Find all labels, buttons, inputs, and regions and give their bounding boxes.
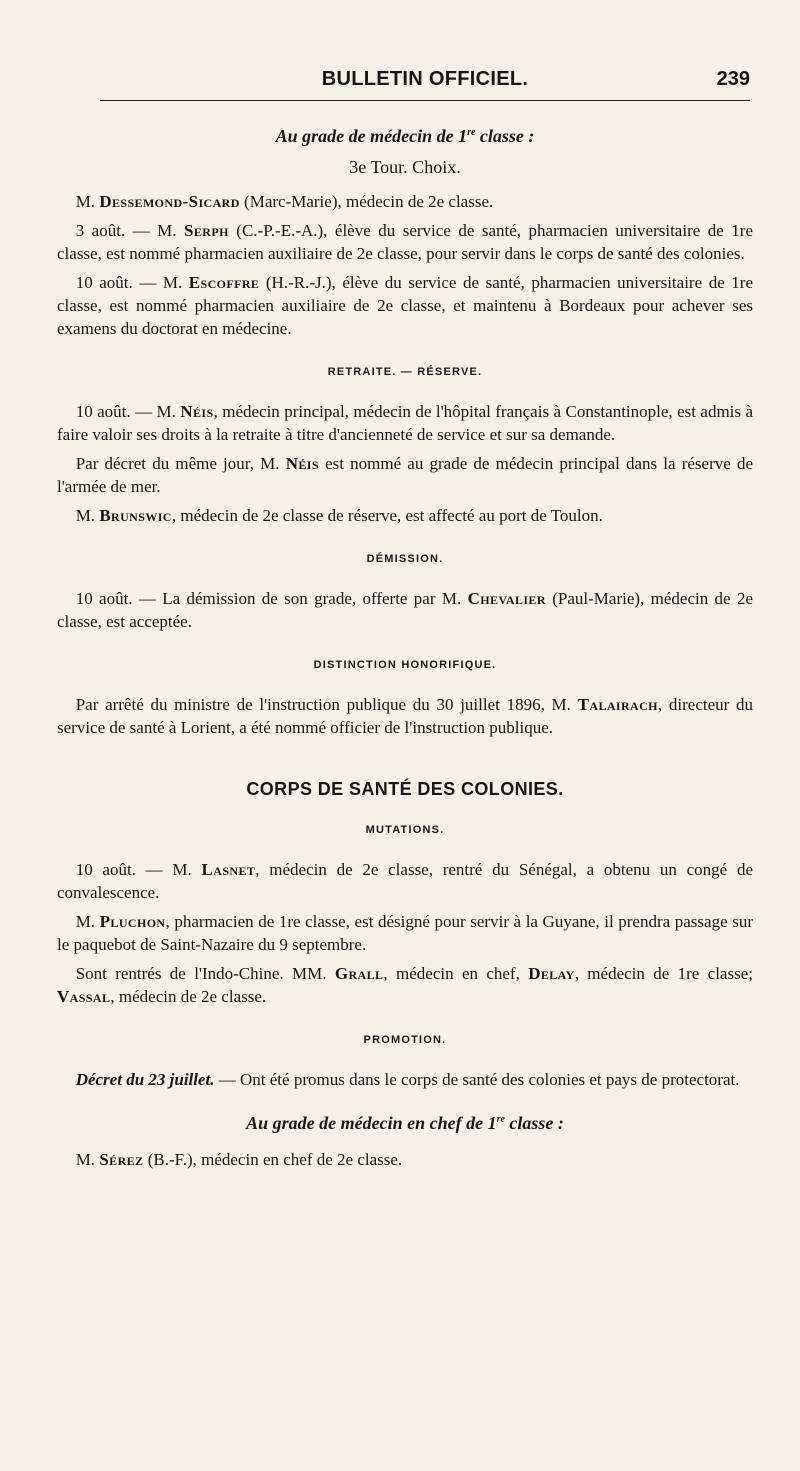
paragraph-lead: 10 août. — M. (75, 402, 181, 421)
paragraph-lead: 10 août. — M. (75, 860, 202, 879)
person-name: Chevalier (467, 589, 546, 608)
paragraph-lead: M. (75, 1150, 100, 1169)
paragraph (57, 504, 753, 527)
page-header (100, 64, 750, 101)
paragraph-text: — Ont été promus dans le corps de santé des colonies et pays de protectorat. (214, 1070, 740, 1089)
person-name: Talairach (577, 695, 658, 714)
paragraph-text: (C.-P.-E.-A.), élève du service de santé, pharmacien universitaire de 1re classe, est nommé pharmacien auxiliaire de 2e classe, pour servir dans le corps de santé des colonies. (57, 221, 753, 263)
section-heading-corps: CORPS DE SANTÉ DES COLONIES. (246, 779, 564, 799)
paragraph (57, 910, 753, 956)
paragraph-text: , médecin de 2e classe de réserve, est affecté au port de Toulon. (171, 506, 603, 525)
person-name: Grall (334, 964, 384, 983)
paragraph-lead: Par décret du même jour, M. (75, 454, 286, 473)
person-name: Vassal (57, 987, 111, 1006)
person-name: Pluchon (99, 912, 166, 931)
paragraph-text: est nommé au grade de médecin principal dans la réserve de l'armée de mer. (57, 454, 753, 496)
tour-line: 3e Tour. Choix. (349, 157, 461, 177)
paragraph-lead: Par arrêté du ministre de l'instruction publique du 30 juillet 1896, M. (75, 695, 578, 714)
paragraph (57, 1148, 753, 1171)
section-heading-retraite: RETRAITE. — RÉSERVE. (327, 366, 483, 378)
page-number: 239 (716, 68, 750, 90)
paragraph (57, 400, 753, 446)
grade-heading-suffix: classe : (475, 126, 535, 146)
person-name: Escoffre (188, 273, 260, 292)
grade-heading-chef (57, 1113, 753, 1134)
grade-heading-label: Au grade de médecin en chef de 1 (246, 1113, 497, 1133)
person-name: Sérez (99, 1150, 144, 1169)
grade-heading-suffix: classe : (504, 1113, 564, 1133)
paragraph-text: , médecin de 2e classe. (110, 987, 267, 1006)
paragraph-text: , médecin en chef, (383, 964, 529, 983)
paragraph-text: (H.-R.-J.), élève du service de santé, pharmacien universitaire de 1re classe, est nommé pharmacien auxiliaire de 2e classe, et maintenu à Bordeaux pour achever ses examens du doctorat en médecine. (57, 273, 753, 338)
paragraph (57, 219, 753, 265)
paragraph-lead: 3 août. — M. (75, 221, 185, 240)
section-heading-distinction: DISTINCTION HONORIFIQUE. (313, 659, 497, 671)
paragraph (57, 858, 753, 904)
paragraph (57, 452, 753, 498)
running-title: BULLETIN OFFICIEL. (321, 68, 529, 90)
section-heading-demission: DÉMISSION. (366, 553, 444, 565)
section-heading-mutations: MUTATIONS. (365, 824, 445, 836)
person-name: Néis (180, 402, 214, 421)
person-name: Lasnet (201, 860, 256, 879)
paragraph (57, 587, 753, 633)
paragraph-text: (B.-F.), médecin en chef de 2e classe. (143, 1150, 403, 1169)
paragraph-text: (Paul-Marie), médecin de 2e classe, est acceptée. (57, 589, 753, 631)
person-name: Delay (528, 964, 575, 983)
person-name: Brunswic (99, 506, 172, 525)
grade-heading-label: Au grade de médecin de 1 (275, 126, 468, 146)
paragraph-text: , pharmacien de 1re classe, est désigné pour servir à la Guyane, il prendra passage sur le paquebot de Saint-Nazaire du 9 septembre. (57, 912, 753, 954)
paragraph-lead: M. (75, 912, 100, 931)
person-name: Serph (184, 221, 229, 240)
paragraph (57, 693, 753, 739)
paragraph (57, 271, 753, 340)
paragraph-lead: 10 août. — La démission de son grade, offerte par M. (75, 589, 468, 608)
grade-heading (57, 126, 753, 147)
grade-heading-sup: re (496, 1114, 505, 1125)
paragraph: M. Dessemond-Sicard (Marc-Marie), médecin de 2e classe. (75, 192, 494, 211)
paragraph-lead: 10 août. — M. (75, 273, 189, 292)
paragraph-text: , médecin principal, médecin de l'hôpital français à Constantinople, est admis à faire valoir ses droits à la retraite à titre d'ancienneté de service et sur sa demande. (57, 402, 754, 444)
section-heading-promotion: PROMOTION. (363, 1034, 447, 1046)
paragraph-lead: Décret du 23 juillet. (75, 1070, 215, 1089)
paragraph-text: , médecin de 1re classe; (574, 964, 753, 983)
paragraph-text: , directeur du service de santé à Lorient, a été nommé officier de l'instruction publique. (57, 695, 754, 737)
paragraph-text: (Marc-Marie), médecin de 2e classe. (239, 192, 494, 211)
person-name: Dessemond-Sicard (99, 192, 240, 211)
person-name: Néis (285, 454, 319, 473)
page-body (57, 120, 753, 1177)
paragraph-lead: M. (75, 506, 100, 525)
paragraph-text: , médecin de 2e classe, rentré du Sénégal, a obtenu un congé de convalescence. (57, 860, 753, 902)
grade-heading-sup: re (467, 127, 476, 138)
paragraph (57, 962, 753, 1008)
paragraph (57, 1068, 753, 1091)
paragraph-lead: Sont rentrés de l'Indo-Chine. MM. (75, 964, 335, 983)
